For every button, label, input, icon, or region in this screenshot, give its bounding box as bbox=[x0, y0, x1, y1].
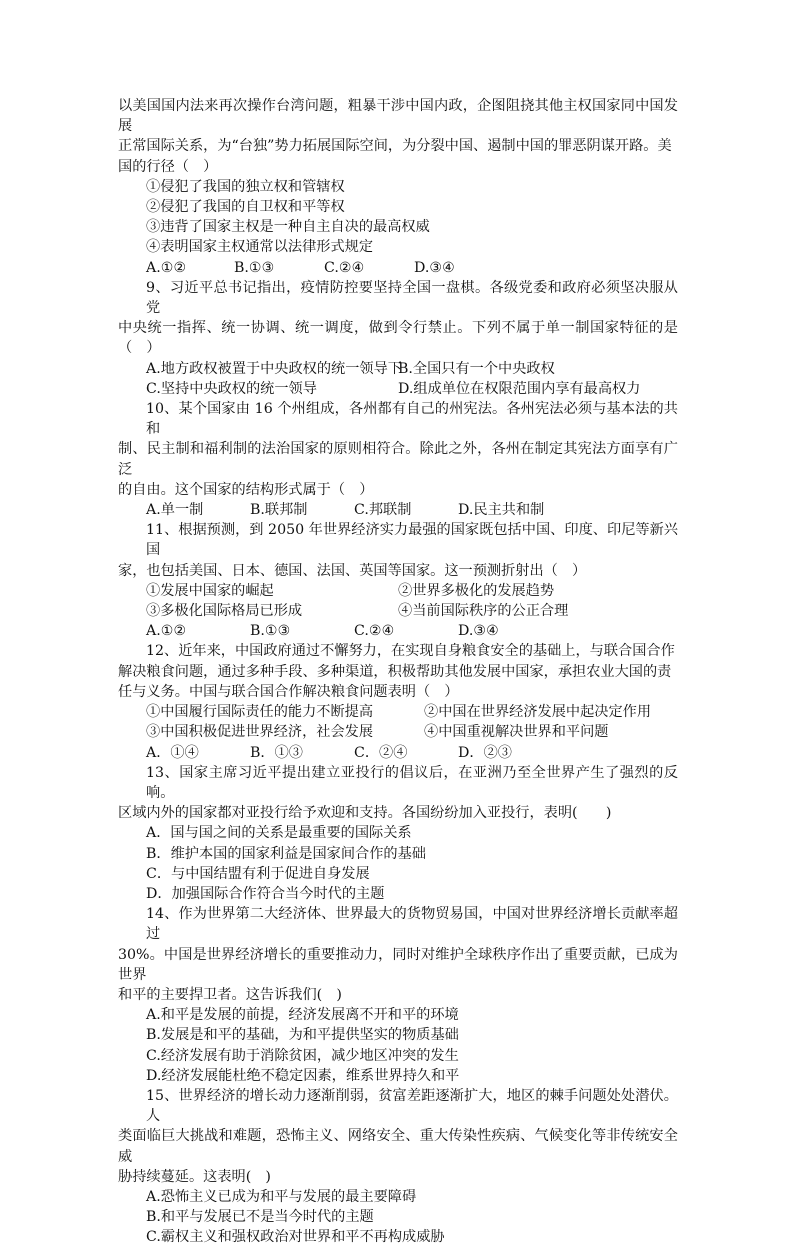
answer-options bbox=[118, 743, 678, 763]
statement-item: ③多极化国际格局已形成 bbox=[146, 603, 303, 620]
question-stem-line: 10、某个国家由 16 个州组成，各州都有自己的州宪法。各州宪法必须与基本法的共和 bbox=[146, 401, 678, 438]
option-a: A．①④ bbox=[146, 744, 199, 761]
option-c: C.经济发展有助于消除贫困，减少地区冲突的发生 bbox=[146, 1047, 459, 1064]
option-b: B.发展是和平的基础，为和平提供坚实的物质基础 bbox=[146, 1027, 459, 1044]
option-d: D.经济发展能杜绝不稳定因素，维系世界持久和平 bbox=[146, 1067, 460, 1084]
question-stem-line: 类面临巨大挑战和难题，恐怖主义、网络安全、重大传染性疾病、气候变化等非传统安全威 bbox=[118, 1128, 678, 1165]
statement-row bbox=[118, 581, 678, 601]
statement-row bbox=[118, 702, 678, 722]
option-c: C.霸权主义和强权政治对世界和平不再构成威胁 bbox=[146, 1229, 445, 1246]
option-d: D．②③ bbox=[458, 744, 512, 761]
option-a: A.①② bbox=[146, 259, 187, 276]
question-stem-line: 11、根据预测，到 2050 年世界经济实力最强的国家既包括中国、印度、印尼等新兴国 bbox=[146, 522, 678, 559]
statement-item: ①发展中国家的崛起 bbox=[146, 582, 274, 599]
question-13 bbox=[118, 763, 678, 904]
question-stem-line: 中央统一指挥、统一协调、统一调度，做到令行禁止。下列不属于单一制国家特征的是（ ） bbox=[118, 320, 678, 357]
statement-item: ③违背了国家主权是一种自主自决的最高权威 bbox=[146, 219, 430, 236]
question-stem-line: 30%。中国是世界经济增长的重要推动力，同时对维护全球秩序作出了重要贡献，已成为世界 bbox=[118, 946, 678, 983]
option-a: A.和平是发展的前提，经济发展离不开和平的环境 bbox=[146, 1007, 459, 1024]
option-a: A.单一制 bbox=[146, 502, 204, 519]
question-stem-line: 任与义务。中国与联合国合作解决粮食问题表明（ ） bbox=[118, 683, 459, 700]
question-10 bbox=[118, 399, 678, 520]
option-c: C.②④ bbox=[354, 623, 395, 640]
option-b: B.①③ bbox=[250, 623, 291, 640]
question-9 bbox=[118, 278, 678, 399]
statement-item: ①侵犯了我国的独立权和管辖权 bbox=[146, 178, 345, 195]
question-stem-line: 国的行径（ ） bbox=[118, 158, 218, 175]
option-b: B．①③ bbox=[250, 744, 303, 761]
answer-options bbox=[118, 379, 678, 399]
option-c: C.坚持中央政权的统一领导 bbox=[146, 380, 317, 397]
question-stem-line: 以美国国内法来再次操作台湾问题，粗暴干涉中国内政，企图阻挠其他主权国家同中国发展 bbox=[118, 98, 678, 135]
question-stem-line: 13、国家主席习近平提出建立亚投行的倡议后，在亚洲乃至全世界产生了强烈的反响。 bbox=[146, 764, 678, 801]
statement-item: ②侵犯了我国的自卫权和平等权 bbox=[146, 199, 345, 216]
question-stem-line: 正常国际关系，为“台独”势力拓展国际空间，为分裂中国、遏制中国的罪恶阴谋开路。美 bbox=[118, 138, 672, 155]
option-d: D.③④ bbox=[414, 259, 455, 276]
answer-options bbox=[118, 621, 678, 641]
statement-item: ①中国履行国际责任的能力不断提高 bbox=[146, 704, 374, 721]
question-14 bbox=[118, 904, 678, 1086]
option-c: C．与中国结盟有利于促进自身发展 bbox=[146, 865, 370, 882]
question-15 bbox=[118, 1086, 678, 1248]
option-b: B.联邦制 bbox=[250, 502, 308, 519]
exam-page bbox=[118, 96, 678, 1248]
question-stem-line: 和平的主要捍卫者。这告诉我们( ) bbox=[118, 986, 342, 1003]
question-stem-line: 14、作为世界第二大经济体、世界最大的货物贸易国，中国对世界经济增长贡献率超过 bbox=[146, 906, 678, 943]
question-stem-line: 15、世界经济的增长动力逐渐削弱，贫富差距逐渐扩大，地区的棘手问题处处潜伏。人 bbox=[146, 1087, 678, 1125]
question-stem-line: 家，也包括美国、日本、德国、法国、英国等国家。这一预测折射出（ ） bbox=[118, 562, 587, 579]
option-d: D.组成单位在权限范围内享有最高权力 bbox=[398, 380, 641, 397]
option-d: D.③④ bbox=[458, 623, 499, 640]
statement-item: ②中国在世界经济发展中起决定作用 bbox=[424, 704, 652, 721]
option-a: A．国与国之间的关系是最重要的国际关系 bbox=[146, 825, 412, 842]
statement-row bbox=[118, 722, 678, 742]
option-a: A.地方政权被置于中央政权的统一领导下 bbox=[146, 360, 402, 377]
question-stem-line: 区域内外的国家都对亚投行给予欢迎和支持。各国纷纷加入亚投行，表明( ) bbox=[118, 805, 612, 822]
option-d: D．加强国际合作符合当今时代的主题 bbox=[146, 885, 385, 902]
question-11 bbox=[118, 520, 678, 641]
question-stem-line: 胁持续蔓延。这表明( ) bbox=[118, 1168, 271, 1185]
option-b: B.①③ bbox=[234, 259, 275, 276]
statement-item: ③中国积极促进世界经济，社会发展 bbox=[146, 724, 374, 741]
statement-item: ④表明国家主权通常以法律形式规定 bbox=[146, 239, 374, 256]
question-stem-line: 解决粮食问题，通过多种手段、多种渠道，积极帮助其他发展中国家，承担农业大国的责 bbox=[118, 663, 672, 680]
question-stem-line: 的自由。这个国家的结构形式属于（ ） bbox=[118, 481, 374, 498]
question-stem-line: 制、民主制和福利制的法治国家的原则相符合。除此之外，各州在制定其宪法方面享有广泛 bbox=[118, 441, 678, 478]
answer-options bbox=[118, 500, 678, 520]
option-b: B.全国只有一个中央政权 bbox=[398, 360, 555, 377]
option-b: B.和平与发展已不是当今时代的主题 bbox=[146, 1209, 374, 1226]
option-a: A.①② bbox=[146, 623, 187, 640]
option-c: C.邦联制 bbox=[354, 502, 412, 519]
option-d: D.民主共和制 bbox=[458, 502, 545, 519]
option-c: C．②④ bbox=[354, 744, 408, 761]
question-8 bbox=[118, 96, 678, 278]
option-b: B．维护本国的国家利益是国家间合作的基础 bbox=[146, 845, 426, 862]
statement-item: ②世界多极化的发展趋势 bbox=[398, 582, 555, 599]
question-12 bbox=[118, 641, 678, 762]
answer-options bbox=[118, 258, 678, 278]
question-stem-line: 9、习近平总书记指出，疫情防控要坚持全国一盘棋。各级党委和政府必须坚决服从党 bbox=[146, 279, 678, 317]
statement-row bbox=[118, 601, 678, 621]
question-stem-line: 12、近年来，中国政府通过不懈努力，在实现自身粮食安全的基础上，与联合国合作 bbox=[146, 643, 675, 660]
statement-item: ④当前国际秩序的公正合理 bbox=[398, 603, 569, 620]
option-c: C.②④ bbox=[324, 259, 365, 276]
option-a: A.恐怖主义已成为和平与发展的最主要障碍 bbox=[146, 1188, 417, 1205]
statement-item: ④中国重视解决世界和平问题 bbox=[424, 724, 609, 741]
answer-options bbox=[118, 359, 678, 379]
